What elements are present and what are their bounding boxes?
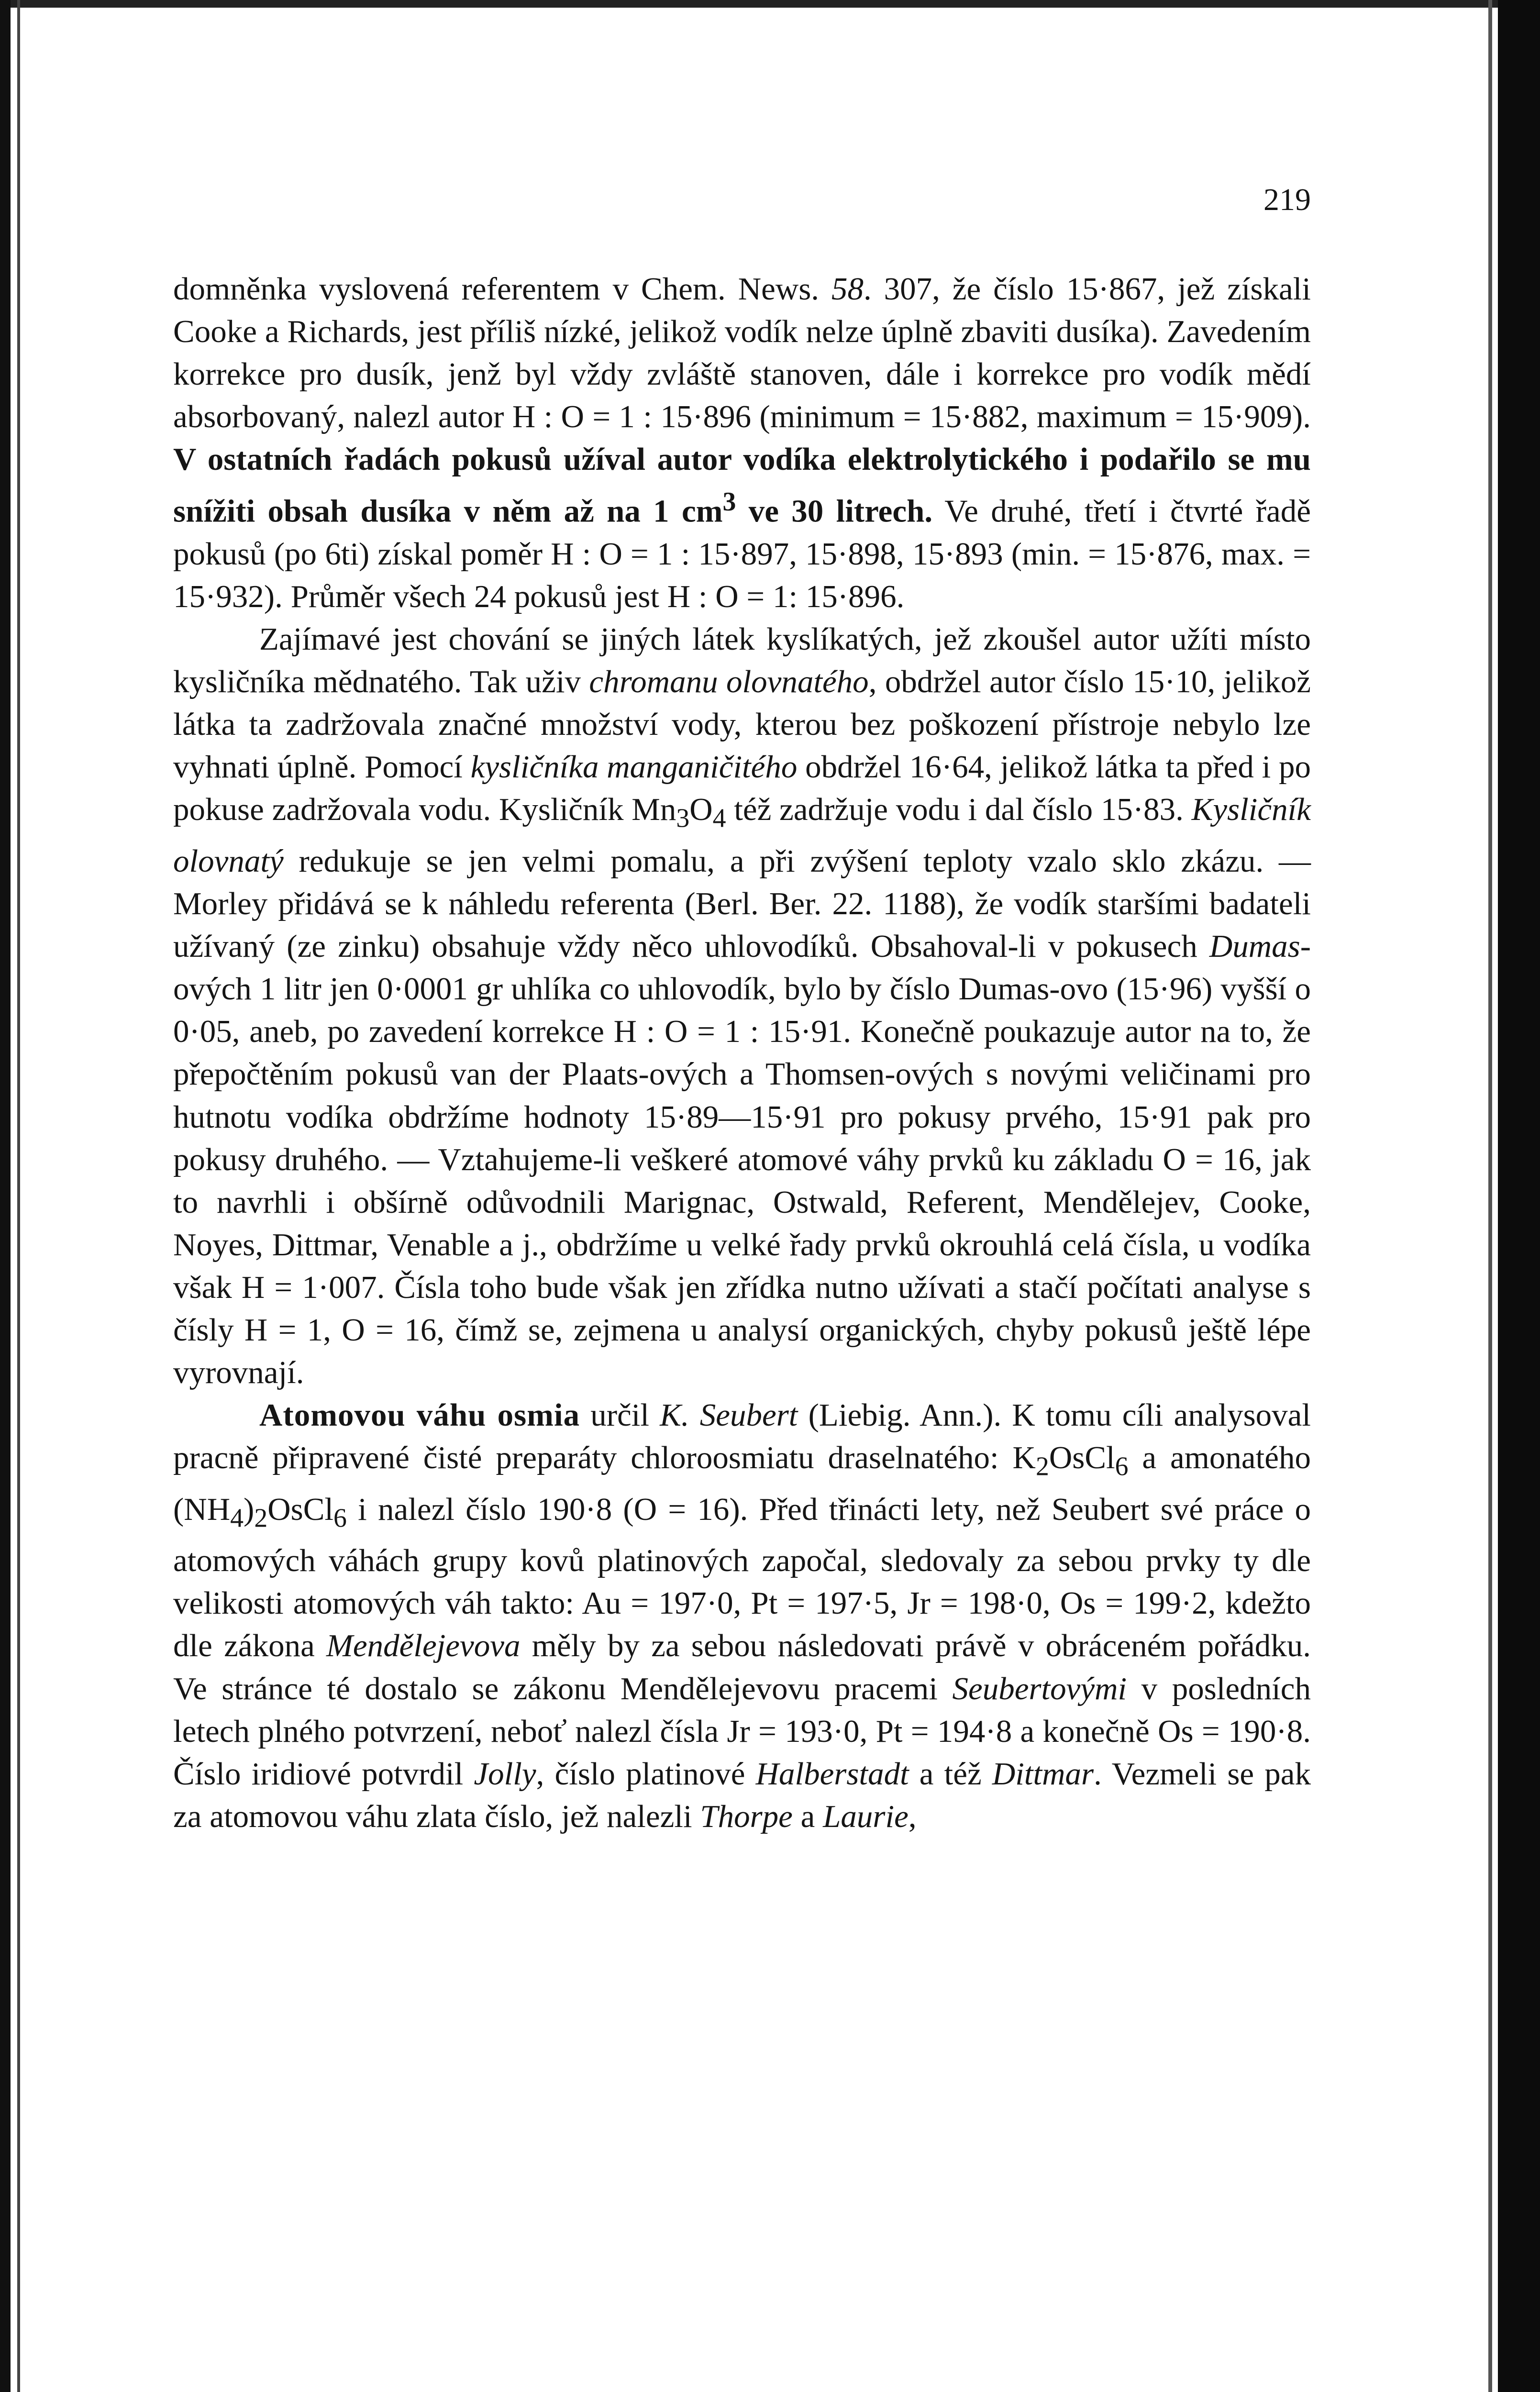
- paragraph: [173, 618, 1311, 1394]
- italic-text-run: Halberstadt: [755, 1756, 909, 1792]
- italic-text-run: Jolly: [474, 1756, 536, 1792]
- text-run: ,: [908, 1798, 917, 1834]
- subscript: 6: [1115, 1451, 1129, 1482]
- subscript: 4: [712, 803, 726, 833]
- text-run: O: [689, 792, 713, 828]
- italic-text-run: Mendělejevova: [326, 1628, 521, 1664]
- italic-text-run: Dittmar: [992, 1756, 1094, 1792]
- text-run: OsCl: [1049, 1440, 1115, 1476]
- bold-text-run: ve 30 litrech.: [736, 493, 933, 529]
- italic-text-run: Laurie: [823, 1798, 908, 1834]
- text-run: v posledních letech plného potvrzení, neboť nalezl čísla Jr = 193·0, Pt = 194·8 a konečně Os = 190·8. Číslo iridiové potvrdil: [173, 1671, 1311, 1792]
- italic-text-run: 58: [831, 271, 864, 307]
- subscript: 2: [1035, 1451, 1049, 1482]
- italic-text-run: K. Seubert: [660, 1397, 798, 1433]
- italic-text-run: Seubertovými: [952, 1671, 1127, 1706]
- italic-text-run: kysličníka manganičitého: [470, 749, 798, 785]
- text-run: (Liebig. Ann.). K tomu cíli analysoval pracně připravené čisté preparáty chloroosmiatu draselnatého: K: [173, 1397, 1311, 1476]
- paragraph: [173, 268, 1311, 618]
- text-run: domněnka vyslovená referentem v Chem. News.: [173, 271, 831, 307]
- text-run: redukuje se jen velmi pomalu, a při zvýšení teploty vzalo sklo zkázu. — Morley přidává se k náhledu referenta (Berl. Ber. 22. 1188), že vodík staršími badateli užívaný (ze zinku) obsahuje vždy něco uhlovodíků. Obsahoval-li v pokusech: [173, 843, 1311, 964]
- italic-text-run: Thorpe: [700, 1798, 793, 1834]
- italic-text-run: chromanu olovnatého: [589, 664, 869, 700]
- text-run: a amonatého (NH: [173, 1440, 1311, 1527]
- text-run: měly by za sebou následovati právě v obráceném pořádku. Ve stránce té dostalo se zákonu Mendělejevovu pracemi: [173, 1628, 1311, 1706]
- text-run: , obdržel autor číslo 15·10, jelikož látka ta zadržovala značné množství vody, kterou bez poškození přístroje nebylo lze vyhnati úplně. Pomocí: [173, 664, 1311, 785]
- section-heading: Atomovou váhu osmia: [259, 1397, 580, 1433]
- text-run: určil: [580, 1397, 660, 1433]
- scan-edge-top: [0, 0, 1540, 8]
- scan-edge-left-line: [17, 0, 20, 2392]
- subscript: 3: [676, 803, 690, 833]
- subscript: 4: [230, 1503, 244, 1533]
- text-run: a též: [908, 1756, 992, 1792]
- text-run: . Vezmeli se pak za atomovou váhu zlata číslo, jež nalezli: [173, 1756, 1311, 1834]
- scan-edge-right-line: [1488, 0, 1492, 2392]
- scan-edge-left: [0, 0, 11, 2392]
- text-run: obdržel 16·64, jelikož látka ta před i po pokuse zadržovala vodu. Kysličník Mn: [173, 749, 1311, 828]
- text-run: . 307, že číslo 15·867, jež získali Cooke a Richards, jest příliš nízké, jelikož vodík nelze úplně zbaviti dusíka). Zavedením korrekce pro dusík, jenž byl vždy zvláště stanoven, dále i korrekce pro vodík mědí absorbovaný, nalezl autor H : O = 1 : 15·896 (minimum = 15·882, maximum = 15·909).: [173, 271, 1311, 435]
- bold-text-run: 3: [722, 487, 736, 517]
- subscript: 2: [254, 1503, 268, 1533]
- text-run: OsCl: [267, 1491, 334, 1527]
- text-run: -ových 1 litr jen 0·0001 gr uhlíka co uhlovodík, bylo by číslo Dumas-ovo (15·96) vyšší o 0·05, aneb, po zavedení korrekce H : O = 1 : 15·91. Konečně poukazuje autor na to, že přepočtěním pokusů van der Plaats-ových a Thomsen-ových s novými veličinami pro hutnotu vodíka obdržíme hodnoty 15·89—15·91 pro pokusy prvého, 15·91 pak pro pokusy druhého. — Vztahujeme-li veškeré atomové váhy prvků ku základu O = 16, jak to navrhli i obšírně odůvodnili Marignac, Ostwald, Referent, Mendělejev, Cooke, Noyes, Dittmar, Venable a j., obdržíme u velké řady prvků okrouhlá celá čísla, u vodíka však H = 1·007. Čísla toho bude však jen zřídka nutno užívati a stačí počítati analyse s čísly H = 1, O = 16, čímž se, zejmena u analysí organických, chyby pokusů ještě lépe vyrovnají.: [173, 929, 1311, 1391]
- body-text: [173, 268, 1311, 1838]
- text-run: ): [244, 1491, 255, 1527]
- scan-edge-right: [1498, 0, 1540, 2392]
- text-run: i nalezl číslo 190·8 (O = 16). Před třinácti lety, než Seubert své práce o atomových váhách grupy kovů platinových započal, sledovaly za sebou prvky ty dle velikosti atomových váh takto: Au = 197·0, Pt = 197·5, Jr = 198·0, Os = 199·2, kdežto dle zákona: [173, 1491, 1311, 1664]
- text-run: a: [792, 1798, 823, 1834]
- paragraph: [173, 1394, 1311, 1838]
- text-run: Ve druhé, třetí i čtvrté řadě pokusů (po 6ti) získal poměr H : O = 1 : 15·897, 15·898, 15·893 (min. = 15·876, max. = 15·932). Průměr všech 24 pokusů jest H : O = 1: 15·896.: [173, 493, 1311, 614]
- bold-text-run: V ostatních řadách pokusů užíval autor vodíka elektrolytického i podařilo se mu snížiti obsah dusíka v něm až na 1 cm: [173, 442, 1311, 529]
- page-number: 219: [1263, 182, 1311, 217]
- italic-text-run: Dumas: [1209, 929, 1300, 964]
- subscript: 6: [333, 1503, 347, 1533]
- text-run: též zadržuje vodu i dal číslo 15·83.: [726, 792, 1192, 828]
- text-run: Zajímavé jest chování se jiných látek kyslíkatých, jež zkoušel autor užíti místo kysličníka mědnatého. Tak uživ: [173, 621, 1311, 700]
- italic-text-run: Kysličník olovnatý: [173, 792, 1311, 879]
- text-run: , číslo platinové: [536, 1756, 756, 1792]
